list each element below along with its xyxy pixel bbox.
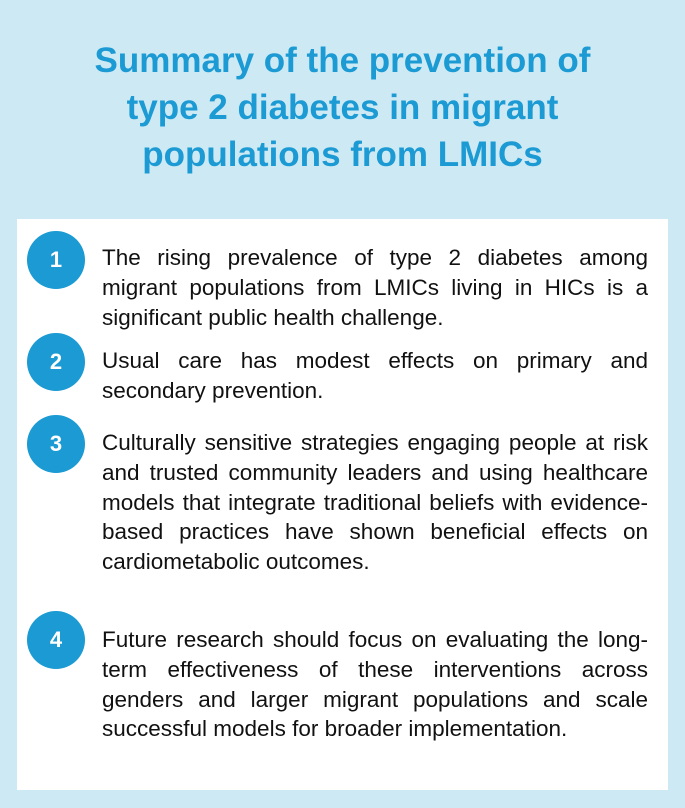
number-badge: 2 [27,333,85,391]
page-title [0,37,685,178]
number-badge: 4 [27,611,85,669]
number-badge: 3 [27,415,85,473]
title-line: populations from LMICs [142,135,543,174]
item-text: Usual care has modest effects on primary and secondary prevention. [102,348,648,403]
title-line: Summary of the prevention of [94,41,591,80]
title-line: type 2 diabetes in migrant [126,88,559,127]
item-text: The rising prevalence of type 2 diabetes among migrant populations from LMICs living in HICs is a significant public health challenge. [102,245,648,330]
item-text: Future research should focus on evaluating the long-term effectiveness of these interventions across genders and larger migrant populations and scale successful models for broader implementation. [102,627,648,742]
summary-card [17,219,668,790]
number-badge: 1 [27,231,85,289]
item-text: Culturally sensitive strategies engaging people at risk and trusted community leaders and using healthcare models that integrate traditional beliefs with evidence-based practices have shown beneficial effects on cardiometabolic outcomes. [102,430,648,575]
